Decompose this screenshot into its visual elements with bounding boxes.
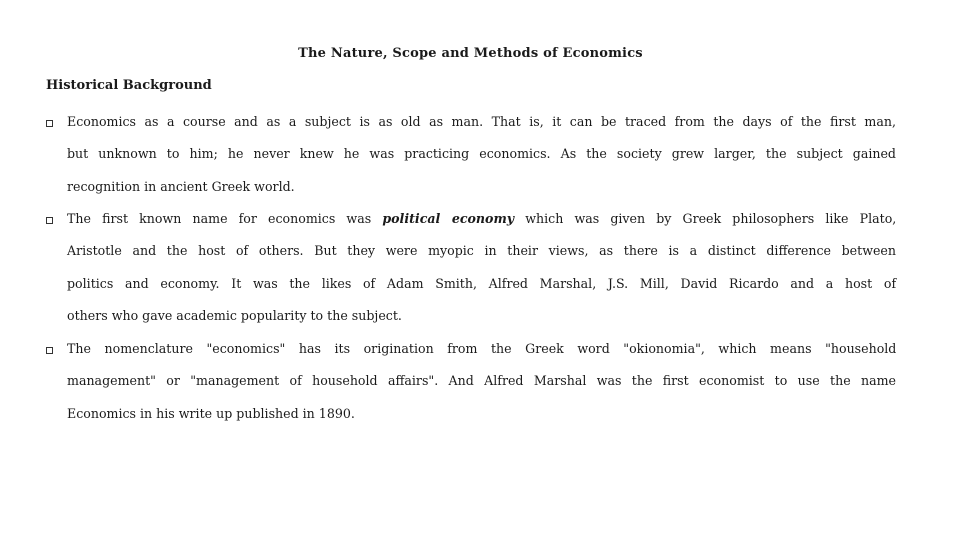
square-bullet-icon <box>46 347 53 354</box>
bullet-line: recognition in ancient Greek world. <box>67 178 295 194</box>
emphasis-term: political economy <box>382 211 515 226</box>
bullet-line: but unknown to him; he never knew he was practicing economics. As the society grew larger, the subject gained <box>67 146 896 162</box>
bullet-line: The nomenclature "economics" has its origination from the Greek word "okionomia", which means "household <box>67 341 897 356</box>
bullet-line: management" or "management of household affairs". And Alfred Marshal was the first economist to use the name <box>67 373 896 389</box>
section-heading: Historical Background <box>46 78 212 93</box>
square-bullet-icon <box>46 217 53 224</box>
bullet-line: politics and economy. It was the likes of Adam Smith, Alfred Marshal, J.S. Mill, David Ricardo and a host of <box>67 275 897 291</box>
bullet-paragraph <box>67 106 896 203</box>
bullet-paragraph <box>67 203 896 333</box>
bullet-line: Economics as a course and as a subject is as old as man. That is, it can be traced from the days of the first man, <box>67 114 896 129</box>
bullet-line: Aristotle and the host of others. But they were myopic in their views, as there is a distinct difference between <box>67 243 896 259</box>
bullet-text-segment: The first known name for economics was <box>67 211 383 226</box>
square-bullet-icon <box>46 120 53 127</box>
bullet-line: Economics in his write up published in 1890. <box>67 405 355 421</box>
bullet-line-with-emphasis <box>67 203 896 235</box>
bullet-paragraph <box>67 333 896 430</box>
document-title: The Nature, Scope and Methods of Economics <box>298 46 643 61</box>
bullet-line: others who gave academic popularity to the subject. <box>67 308 402 324</box>
bullet-text-segment: which was given by Greek philosophers like Plato, <box>514 211 897 226</box>
